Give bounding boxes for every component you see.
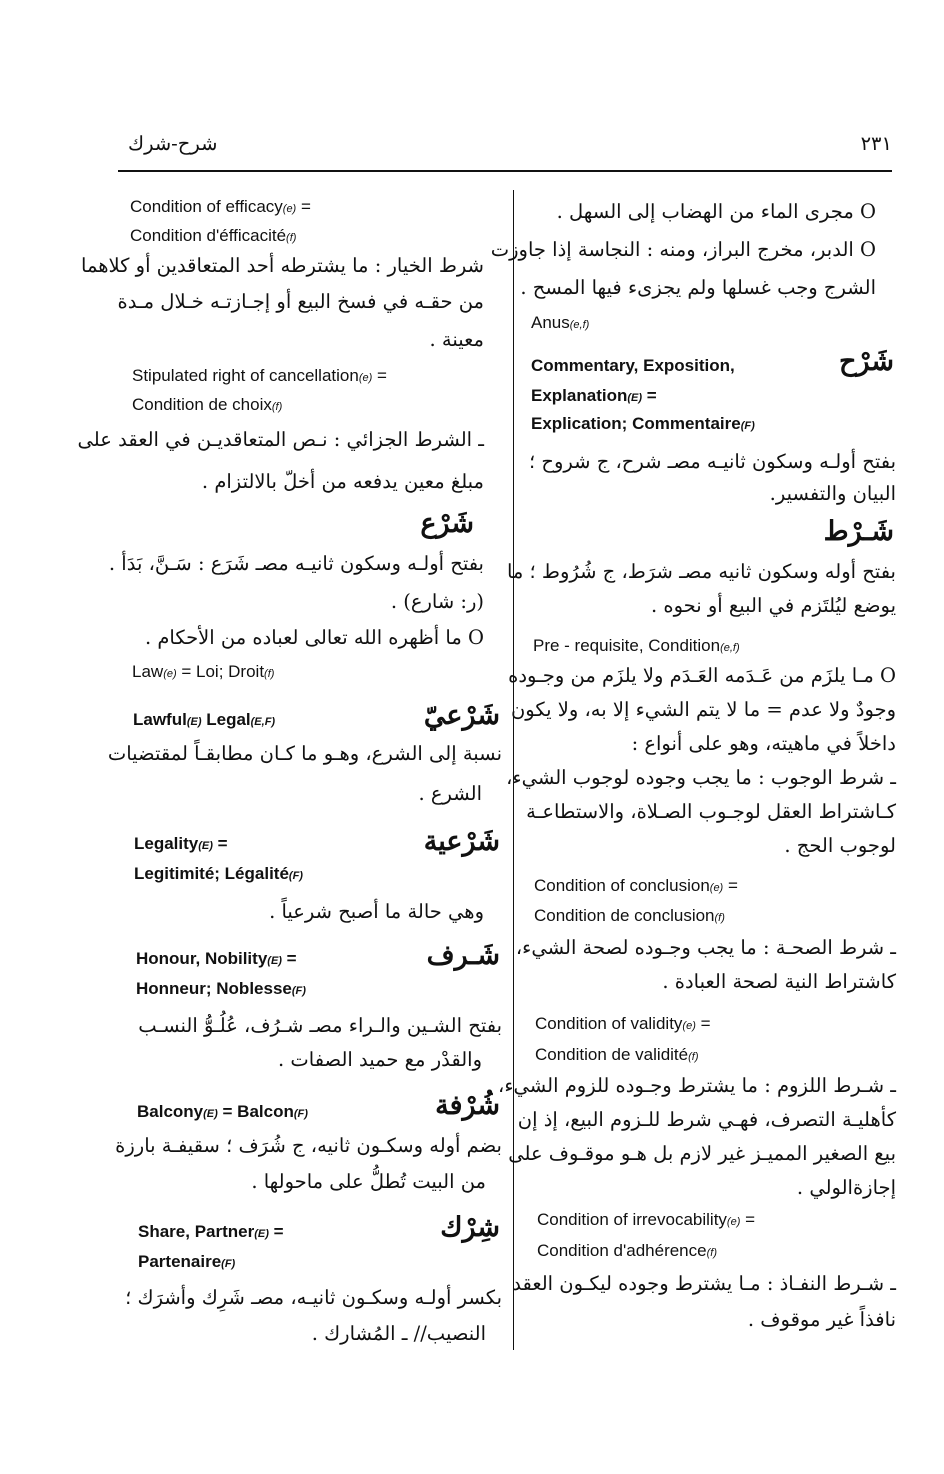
- definition-line: وهي حالة ما أصبح شرعياً .: [269, 900, 484, 923]
- translation-line: Explanation(E) =: [531, 386, 657, 405]
- translation-line: Pre - requisite, Condition(e,f): [533, 636, 740, 655]
- translation-line: Condition of irrevocability(e) =: [537, 1210, 756, 1229]
- translation-line: Balcony(E) = Balcon(F): [137, 1102, 308, 1121]
- definition-line: بكسر أولـه وسكـون ثانيـه، مصـ شَرِك وأشرَك ؛: [125, 1286, 502, 1309]
- translation-line: Condition de validité(f): [535, 1045, 699, 1064]
- definition-line: إجازةالولي .: [796, 1176, 896, 1199]
- translation-line: Anus(e,f): [531, 313, 590, 332]
- translation-line: Condition de choix(f): [132, 395, 283, 414]
- translation-line: Honneur; Noblesse(F): [136, 979, 306, 998]
- headword: شِرْك: [440, 1212, 500, 1243]
- definition-line: داخلاً في ماهيته، وهو على أنواع :: [631, 732, 896, 755]
- running-head: شرح-شرك: [128, 132, 218, 155]
- definition-line: ـ شرط الوجوب : ما يجب وجوده لوجوب الشيء،: [506, 766, 896, 789]
- definition-line: ـ الشرط الجزائي : نـص المتعاقديـن في العقد على: [77, 428, 484, 451]
- definition-line: البيان والتفسير.: [769, 482, 896, 505]
- definition-line: لوجوب الحج .: [784, 834, 896, 857]
- definition-line: O ما أظهره الله تعالى لعباده من الأحكام .: [144, 626, 484, 649]
- definition-line: النصيب// ـ المُشارك .: [311, 1322, 486, 1345]
- translation-line: Condition de conclusion(f): [534, 906, 725, 925]
- definition-line: الشرع .: [418, 782, 482, 805]
- definition-line: بفتح أولـه وسكون ثانيـه مصـ شرح، ج شروح ؛: [529, 450, 896, 473]
- definition-line: ـ شرط الصحـة : ما يجب وجـوده لصحة الشيء،: [515, 936, 896, 959]
- definition-line: O مجرى الماء من الهضاب إلى السهل .: [556, 200, 876, 223]
- headword: شَرْعية: [423, 826, 500, 857]
- translation-line: Legality(E) =: [134, 834, 228, 853]
- definition-line: كأهليـة التصرف، فهـي شرط للـزوم البيع، إذ إن: [517, 1108, 896, 1131]
- translation-line: Partenaire(F): [138, 1252, 236, 1271]
- definition-line: بفتح الشـين والـراء مصـ شـرُف، عُلُـوُّ النسـب: [138, 1014, 502, 1037]
- translation-line: Honour, Nobility(E) =: [136, 949, 297, 968]
- headword: شُرْفة: [435, 1090, 500, 1121]
- translation-line: Stipulated right of cancellation(e) =: [132, 366, 387, 385]
- definition-line: بضم أوله وسكـون ثانيه، ج شُرَف ؛ سقيفـة بارزة: [115, 1134, 502, 1157]
- headword: شَـرْط: [823, 516, 894, 547]
- definition-line: ـ شـرط النفـاذ : مـا يشترط وجوده ليكـون العقد: [512, 1272, 896, 1295]
- definition-line: معينة .: [429, 328, 484, 351]
- headword: شَرْح: [839, 346, 894, 377]
- definition-line: O الدبر، مخرج البراز، ومنه : النجاسة إذا جاوزت: [490, 238, 876, 261]
- translation-line: Law(e) = Loi; Droit(f): [132, 662, 275, 681]
- translation-line: Legitimité; Légalité(F): [134, 864, 303, 883]
- translation-line: Condition d'éfficacité(f): [130, 226, 297, 245]
- definition-line: نافذاً غير موقوف .: [747, 1308, 896, 1331]
- definition-line: مبلغ معين يدفعه من أخلّ بالالتزام .: [201, 470, 484, 493]
- definition-line: بفتح أوله وسكون ثانيه مصـ شرَط، ج شُرُوط ؛ ما: [506, 560, 896, 583]
- definition-line: بفتح أولـه وسكون ثانيـه مصـ شَرَع : سَـنَّ، بَدَأ .: [108, 552, 484, 575]
- definition-line: الشرج وجب غسلها ولم يجزىء فيها المسح .: [520, 276, 876, 299]
- definition-line: (ر: شارع) .: [390, 590, 484, 613]
- translation-line: Condition of conclusion(e) =: [534, 876, 738, 895]
- definition-line: نسبة إلى الشرع، وهـو ما كـان مطابقـاً لمقتضيات: [107, 742, 502, 765]
- definition-line: والقدْر مع حميد الصفات .: [278, 1048, 482, 1071]
- definition-line: كاشتراط النية لصحة العبادة .: [662, 970, 896, 993]
- headword: شَـرف: [426, 940, 500, 971]
- definition-line: من حقـه في فسخ البيع أو إجـازتـه خـلال مـدة: [117, 290, 484, 313]
- headword: شَرْعيّ: [423, 700, 500, 731]
- translation-line: Explication; Commentaire(F): [531, 414, 755, 433]
- page-number: ٢٣١: [860, 132, 892, 155]
- translation-line: Commentary, Exposition,: [531, 356, 735, 375]
- definition-line: O مـا يلزَم من عَـدَمه العَـدَم ولا يلزَم من وجـوده: [508, 664, 896, 687]
- headword: شَرْع: [420, 508, 474, 539]
- header-rule: [118, 170, 892, 172]
- definition-line: كـاشتراط العقل لوجـوب الصـلاة، والاستطاعـة: [526, 800, 896, 823]
- translation-line: Condition of efficacy(e) =: [130, 197, 311, 216]
- definition-line: بيع الصغير المميـز غير لازم بل هـو موقـوف على: [508, 1142, 896, 1165]
- translation-line: Share, Partner(E) =: [138, 1222, 284, 1241]
- translation-line: Lawful(E) Legal(E,F): [133, 710, 276, 729]
- definition-line: يوضع ليُلتَزم في البيع أو نحوه .: [650, 594, 896, 617]
- definition-line: ـ شـرط اللزوم : ما يشترط وجـوده للزوم الشيء،: [498, 1074, 896, 1097]
- translation-line: Condition d'adhérence(f): [537, 1241, 717, 1260]
- definition-line: شرط الخيار : ما يشترطه أحد المتعاقدين أو كلاهما: [81, 254, 484, 277]
- definition-line: وجودٌ ولا عدم = ما لا يتم الشيء إلا به، ولا يكون: [510, 698, 896, 721]
- translation-line: Condition of validity(e) =: [535, 1014, 711, 1033]
- definition-line: من البيت تُطلُّ على ماحولها .: [251, 1170, 486, 1193]
